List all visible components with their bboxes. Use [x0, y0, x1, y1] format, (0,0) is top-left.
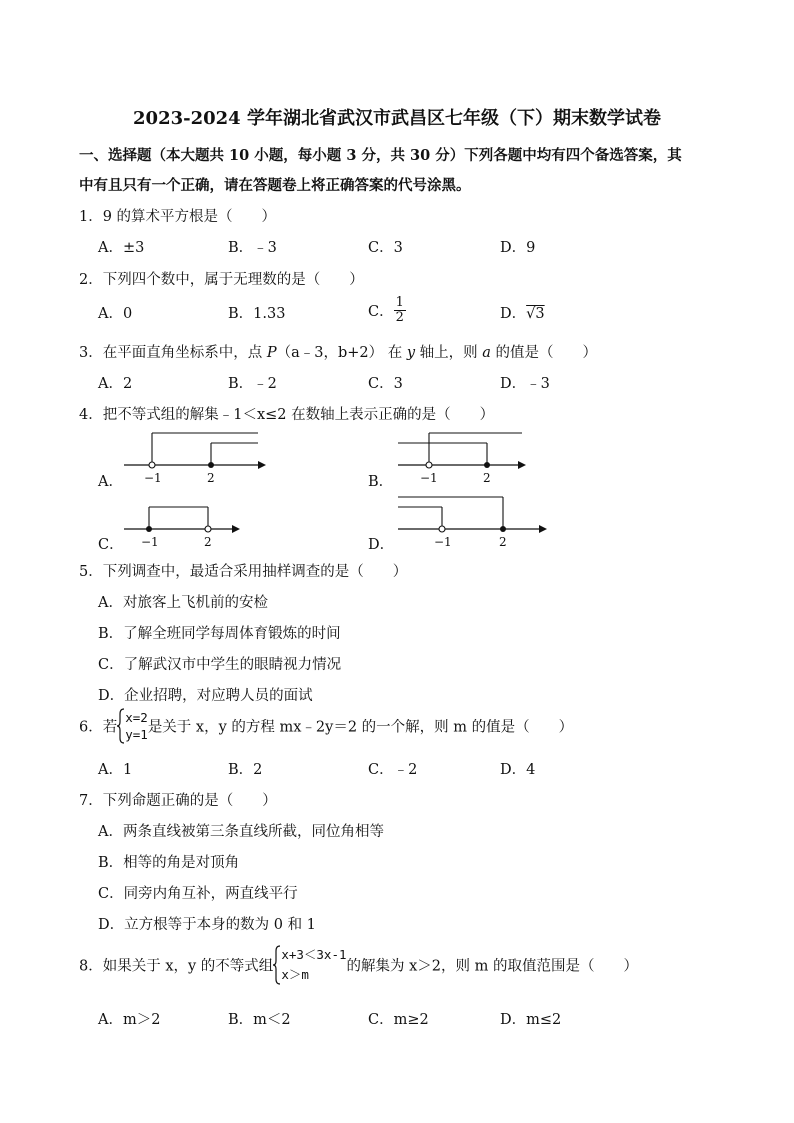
tick-label-neg1: −1 [141, 535, 159, 549]
question-3-option-d: D．﹣3 [500, 376, 550, 392]
question-4-option-d-label: D． [368, 537, 395, 553]
q3-pre: 3．在平面直角坐标系中，点 [79, 345, 263, 361]
question-3-option-b: B．﹣2 [228, 376, 277, 392]
question-2-option-a: A．0 [98, 306, 133, 322]
question-6-stem [79, 708, 573, 744]
question-8-option-d: D．m≤2 [500, 1012, 562, 1028]
question-2-option-c-label: C． [368, 304, 394, 320]
solid-dot [208, 462, 214, 468]
solid-dot [146, 526, 152, 532]
q3-point-p: P [266, 345, 277, 361]
question-5-option-a: A．对旅客上飞机前的安检 [98, 595, 268, 611]
question-3-option-c: C．3 [368, 376, 403, 392]
question-6-option-b: B．2 [228, 762, 263, 778]
question-7-option-b: B．相等的角是对顶角 [98, 855, 240, 871]
question-5-option-d: D．企业招聘，对应聘人员的面试 [98, 688, 313, 704]
tick-label-neg1: −1 [434, 535, 452, 549]
q6-post: 是关于 x，y 的方程 mx﹣2y＝2 的一个解，则 m 的值是（ ） [147, 719, 574, 736]
question-4-option-a-label: A． [98, 474, 123, 490]
arrow-head [258, 461, 266, 469]
solid-dot [500, 526, 506, 532]
question-2-option-c [368, 296, 406, 325]
question-4-option-c-label: C． [98, 537, 124, 553]
arrow-head [232, 525, 240, 533]
q3-mid: 在 [387, 345, 403, 361]
tick-label-2: 2 [499, 535, 507, 549]
question-7-stem: 7．下列命题正确的是（ ） [79, 793, 277, 809]
question-2-option-d-label: D． [500, 306, 527, 322]
question-2-option-d [500, 302, 545, 323]
question-6-option-a: A．1 [98, 762, 133, 778]
section-instructions-line1: 一、选择题（本大题共 10 小题，每小题 3 分，共 30 分）下列各题中均有四个备选答案，其 [79, 147, 682, 164]
tick-label-neg1: −1 [420, 471, 438, 485]
q3-y-axis: y [406, 345, 416, 361]
brace-icon [117, 708, 125, 744]
question-1-option-d: D．9 [500, 240, 536, 256]
fraction-denominator: 2 [395, 310, 404, 325]
question-8-option-b: B．m＜2 [228, 1012, 291, 1028]
number-line-option-d [396, 492, 556, 550]
q3-tail: 的值是（ ） [495, 345, 598, 361]
open-dot [439, 526, 445, 532]
tick-label-neg1: −1 [144, 471, 162, 485]
arrow-head [518, 461, 526, 469]
open-dot [426, 462, 432, 468]
question-1-option-c: C．3 [368, 240, 403, 256]
open-dot [149, 462, 155, 468]
question-8-stem [79, 945, 638, 985]
question-5-option-c: C．了解武汉市中学生的眼睛视力情况 [98, 657, 342, 673]
open-dot [205, 526, 211, 532]
system-brace [273, 945, 281, 985]
number-line-option-b [396, 428, 536, 486]
question-7-option-c: C．同旁内角互补，两直线平行 [98, 886, 298, 902]
question-4-option-b-label: B． [368, 474, 394, 490]
tick-label-2: 2 [483, 471, 491, 485]
solid-dot [484, 462, 490, 468]
fraction-one-half [394, 296, 406, 325]
question-2-option-b: B．1.33 [228, 306, 286, 322]
question-1-stem: 1．9 的算术平方根是（ ） [79, 209, 277, 225]
q8-system [281, 945, 346, 985]
q8-pre: 8．如果关于 x，y 的不等式组 [79, 958, 274, 975]
q8-post: 的解集为 x＞2，则 m 的取值范围是（ ） [346, 958, 638, 975]
q6-eq2: y=1 [125, 727, 148, 742]
question-7-option-d: D．立方根等于本身的数为 0 和 1 [98, 917, 316, 933]
q3-post: 轴上，则 [419, 345, 478, 361]
arrow-head [539, 525, 547, 533]
question-2-stem: 2．下列四个数中，属于无理数的是（ ） [79, 272, 364, 288]
q6-eq1: x=2 [125, 710, 148, 725]
question-6-option-c: C．﹣2 [368, 762, 418, 778]
sqrt-three: √3 [526, 306, 545, 322]
q6-pre: 6．若 [79, 719, 118, 736]
number-line-option-c [120, 492, 270, 550]
question-3-stem [79, 341, 597, 362]
number-line-option-a [120, 428, 270, 486]
question-3-option-a: A．2 [98, 376, 133, 392]
fraction-numerator: 1 [395, 295, 404, 310]
question-5-stem: 5．下列调查中，最适合采用抽样调查的是（ ） [79, 564, 408, 580]
question-5-option-b: B．了解全班同学每周体育锻炼的时间 [98, 626, 341, 642]
question-1-option-b: B．﹣3 [228, 240, 277, 256]
q8-ineq1: x+3＜3x-1 [281, 947, 347, 962]
system-brace [117, 708, 125, 744]
question-4-stem: 4．把不等式组的解集﹣1＜x≤2 在数轴上表示正确的是（ ） [79, 407, 495, 423]
question-6-option-d: D．4 [500, 762, 536, 778]
question-7-option-a: A．两条直线被第三条直线所截，同位角相等 [98, 824, 384, 840]
question-8-option-c: C．m≥2 [368, 1012, 429, 1028]
brace-icon [273, 945, 281, 985]
section-instructions-line2: 中有且只有一个正确，请在答题卷上将正确答案的代号涂黑。 [79, 177, 471, 194]
q3-coords: （a﹣3，b+2） [276, 345, 384, 361]
tick-label-2: 2 [204, 535, 212, 549]
tick-label-2: 2 [207, 471, 215, 485]
q8-ineq2: x＞m [281, 967, 309, 982]
q3-var-a: a [482, 345, 491, 361]
page-title: 2023-2024 学年湖北省武汉市武昌区七年级（下）期末数学试卷 [133, 108, 661, 129]
question-1-option-a: A．±3 [98, 240, 145, 256]
q6-system [125, 709, 148, 743]
question-8-option-a: A．m＞2 [98, 1012, 161, 1028]
